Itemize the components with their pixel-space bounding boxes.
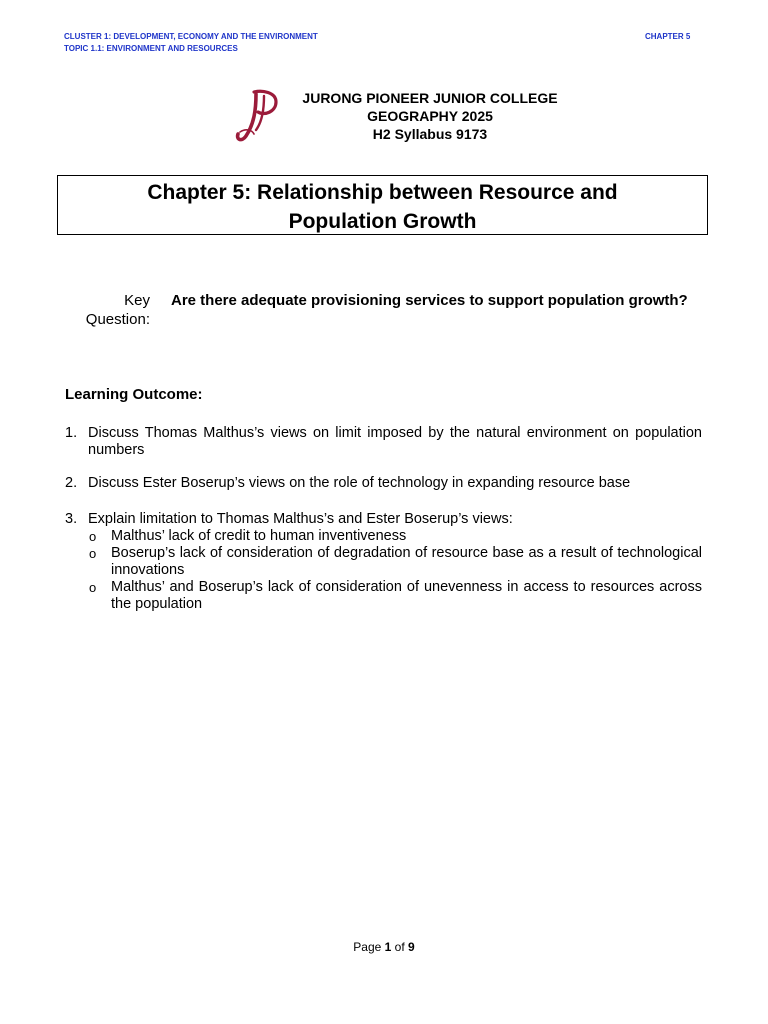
cluster-header: CLUSTER 1: DEVELOPMENT, ECONOMY AND THE ENVIRONMENT <box>64 32 318 41</box>
item-number: 3. <box>65 511 78 527</box>
sub-item-text: Malthus’ lack of credit to human inventiveness <box>111 528 407 544</box>
topic-header: TOPIC 1.1: ENVIRONMENT AND RESOURCES <box>64 44 238 53</box>
learning-outcome-item <box>65 425 702 459</box>
page-word: Page <box>353 940 382 954</box>
sub-list-item <box>89 545 702 579</box>
key-question-label-line-1: Key <box>124 292 150 309</box>
chapter-header: CHAPTER 5 <box>645 32 691 41</box>
circle-bullet-icon: o <box>89 580 97 595</box>
learning-outcome-item <box>65 475 702 492</box>
college-name: JURONG PIONEER JUNIOR COLLEGE <box>302 90 558 106</box>
sub-list-item <box>89 579 702 613</box>
total-pages: 9 <box>408 940 415 954</box>
chapter-title-line-2: Population Growth <box>288 210 477 233</box>
circle-bullet-icon: o <box>89 546 97 561</box>
item-text: Explain limitation to Thomas Malthus’s and Ester Boserup’s views: <box>88 511 513 527</box>
sub-item-text: Boserup’s lack of consideration of degradation of resource base as a result of technological innovations <box>111 545 702 578</box>
of-word: of <box>394 940 405 954</box>
key-question-label <box>64 291 150 329</box>
jpjc-logo-icon <box>232 88 280 144</box>
item-text: Discuss Thomas Malthus’s views on limit imposed by the natural environment on population numbers <box>88 425 702 458</box>
item-text: Discuss Ester Boserup’s views on the role of technology in expanding resource base <box>88 475 631 491</box>
page-footer <box>0 940 768 954</box>
syllabus-code: H2 Syllabus 9173 <box>372 126 488 142</box>
running-header-left <box>64 31 318 55</box>
college-block <box>280 89 580 143</box>
learning-outcome-heading: Learning Outcome: <box>65 386 203 403</box>
learning-outcome-item <box>65 511 702 613</box>
item-number: 2. <box>65 475 78 491</box>
circle-bullet-icon: o <box>89 529 97 544</box>
key-question-label-line-2: Question: <box>85 311 150 328</box>
sub-item-text: Malthus’ and Boserup’s lack of consideration of unevenness in access to resources across the population <box>111 579 702 612</box>
chapter-title-box <box>57 175 708 235</box>
key-question-text: Are there adequate provisioning services to support population growth? <box>171 292 688 309</box>
item-number: 1. <box>65 425 78 441</box>
subject-name: GEOGRAPHY 2025 <box>367 108 493 124</box>
current-page-number: 1 <box>384 940 392 954</box>
sub-list-item <box>89 528 702 545</box>
chapter-title-line-1: Chapter 5: Relationship between Resource and <box>147 181 618 204</box>
